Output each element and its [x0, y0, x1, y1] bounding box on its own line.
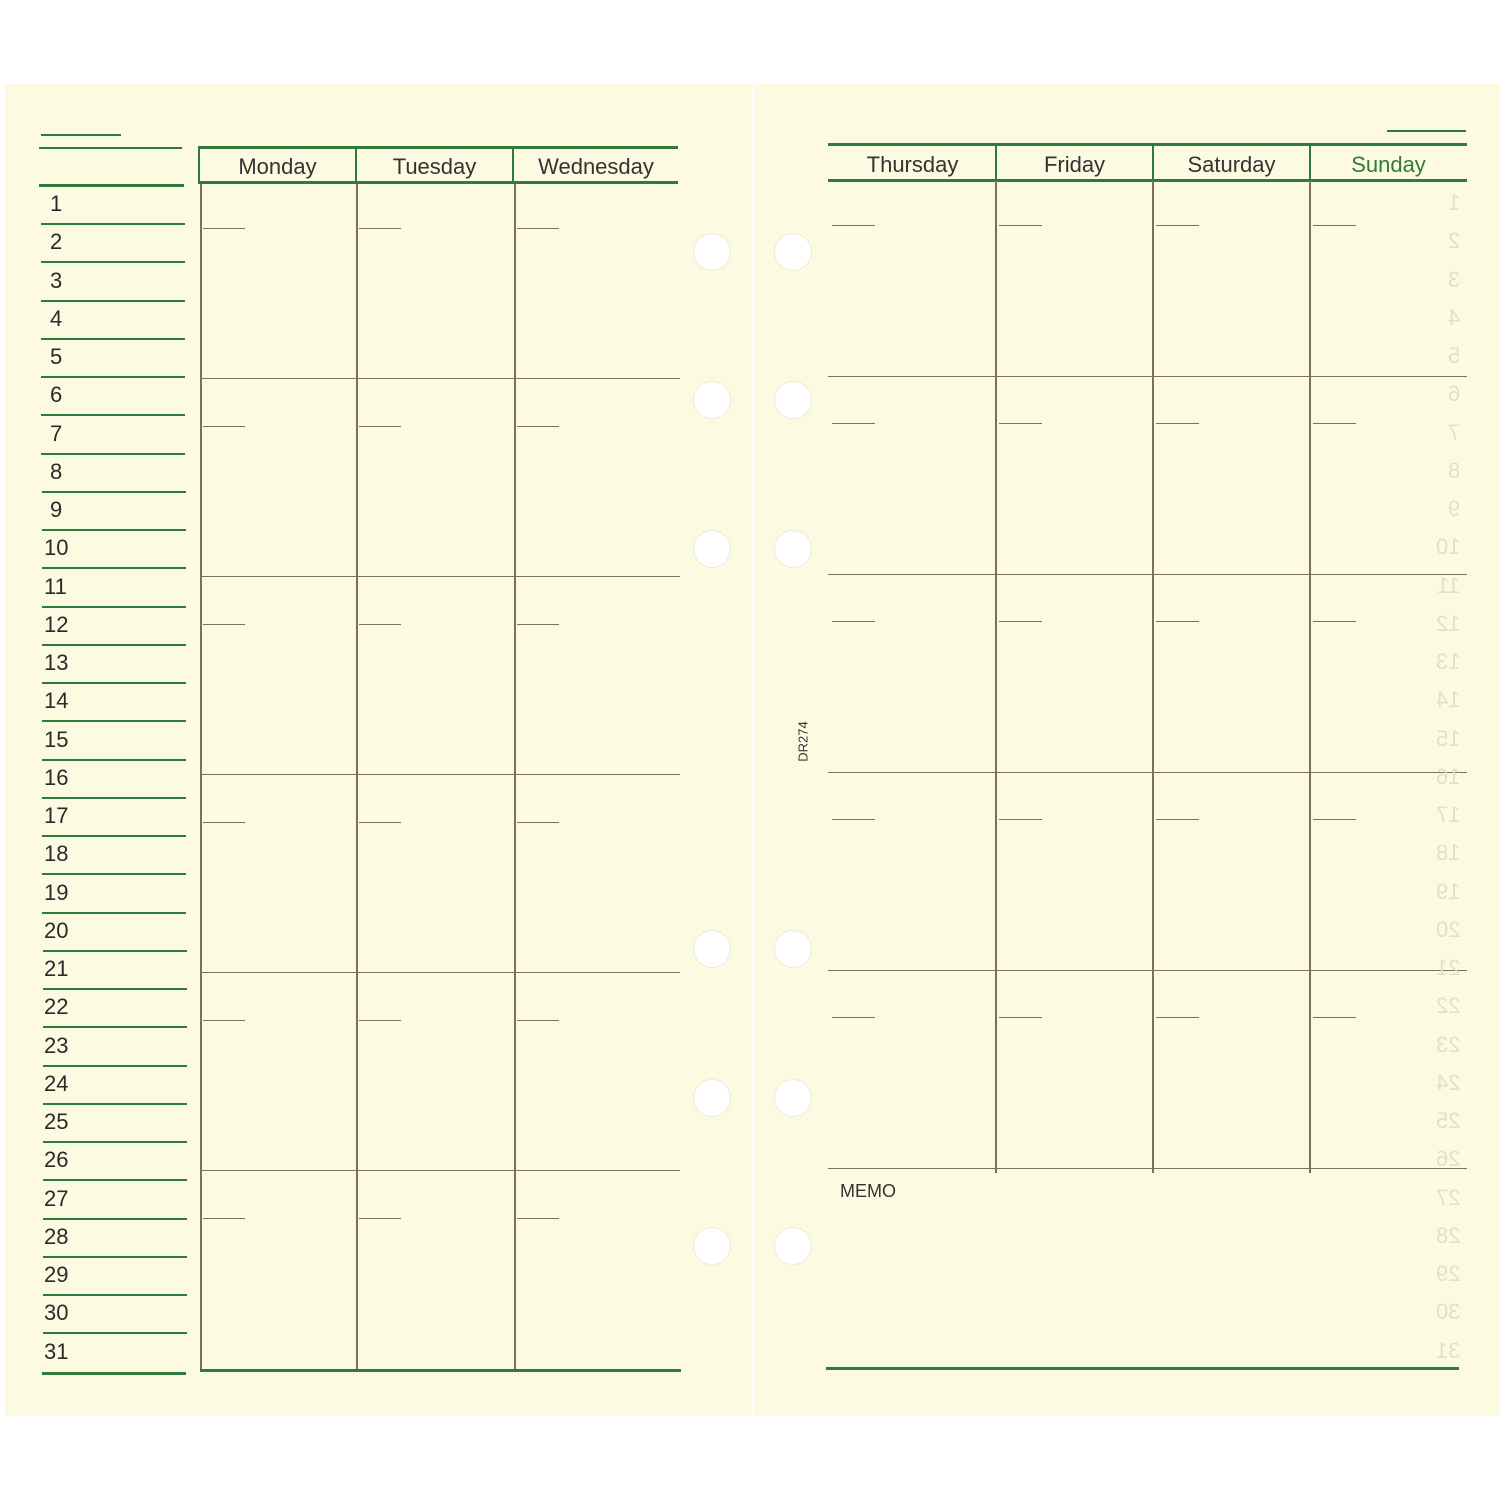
show-through-number: 1	[1447, 190, 1460, 215]
day-number-rule	[41, 414, 185, 416]
show-through-number: 3	[1447, 266, 1460, 292]
left-page	[5, 84, 752, 1416]
day-number-rule	[42, 644, 186, 646]
day-number-rule	[43, 950, 187, 952]
show-through-number: 7	[1447, 419, 1460, 445]
day-number: 30	[44, 1300, 69, 1326]
time-mark	[1156, 225, 1199, 226]
day-header-saturday: Saturday	[1187, 152, 1276, 177]
day-number: 11	[44, 573, 67, 599]
column-divider	[514, 184, 516, 1371]
binder-hole	[693, 381, 731, 419]
show-through-number: 20	[1435, 916, 1460, 942]
time-mark	[203, 228, 245, 229]
block-divider	[828, 376, 1467, 377]
binder-hole	[693, 530, 731, 568]
day-number-rule	[42, 720, 186, 722]
binder-hole	[693, 1227, 731, 1265]
show-through-number: 16	[1435, 763, 1460, 789]
block-divider	[200, 972, 680, 973]
time-mark	[359, 624, 401, 625]
time-mark	[1313, 621, 1356, 622]
block-divider	[828, 574, 1467, 575]
column-divider	[995, 181, 997, 1173]
right-day-header-bottom-rule	[828, 179, 1467, 182]
binder-hole	[693, 233, 731, 271]
time-mark	[1313, 819, 1356, 820]
day-number: 5	[50, 344, 63, 369]
show-through-number: 12	[1435, 610, 1460, 636]
time-mark	[999, 621, 1042, 622]
day-number-rule	[43, 1026, 187, 1028]
day-number: 27	[44, 1185, 69, 1211]
day-number: 26	[44, 1147, 69, 1173]
day-number-rule	[41, 376, 185, 378]
show-through-number: 10	[1435, 534, 1460, 560]
day-number: 21	[44, 956, 69, 981]
day-number-rule	[41, 338, 185, 340]
day-number: 6	[50, 382, 63, 408]
show-through-number: 22	[1435, 993, 1460, 1019]
time-mark	[1156, 819, 1199, 820]
show-through-number: 19	[1435, 878, 1460, 904]
show-through-number: 17	[1435, 802, 1460, 827]
day-number: 18	[44, 841, 69, 867]
show-through-number: 21	[1435, 955, 1460, 980]
day-number: 20	[44, 917, 69, 943]
time-mark	[203, 1218, 245, 1219]
day-header-top-rule	[198, 146, 678, 149]
block-divider	[828, 1168, 1467, 1169]
day-number-rule	[42, 759, 186, 761]
day-header-wednesday: Wednesday	[538, 154, 654, 179]
time-mark	[203, 822, 245, 823]
day-header-monday: Monday	[238, 154, 317, 179]
time-mark	[832, 225, 875, 226]
time-mark	[517, 426, 559, 427]
binder-hole	[774, 1079, 812, 1117]
show-through-number: 18	[1435, 840, 1460, 866]
binder-hole	[693, 1079, 731, 1117]
day-number: 9	[50, 497, 63, 522]
block-divider	[200, 378, 680, 379]
time-mark	[999, 819, 1042, 820]
day-number: 4	[50, 305, 63, 331]
day-number: 28	[44, 1223, 69, 1249]
show-through-number: 31	[1435, 1337, 1460, 1363]
time-mark	[359, 822, 401, 823]
day-number-rule	[43, 1332, 187, 1334]
day-number: 16	[44, 764, 69, 790]
show-through-number: 5	[1447, 343, 1460, 368]
day-number-rule	[42, 873, 186, 875]
block-divider	[828, 970, 1467, 971]
column-divider	[1152, 181, 1154, 1173]
show-through-number: 24	[1435, 1069, 1460, 1095]
day-header-thursday: Thursday	[866, 152, 959, 177]
time-mark	[203, 624, 245, 625]
number-column-bottom-rule	[42, 1372, 186, 1375]
form-code: DR274	[795, 721, 811, 762]
time-mark	[832, 621, 875, 622]
day-number: 22	[44, 994, 69, 1020]
binder-hole	[774, 1227, 812, 1265]
day-number: 24	[44, 1070, 69, 1096]
show-through-number: 25	[1435, 1108, 1460, 1133]
show-through-number: 14	[1435, 687, 1460, 713]
show-through-number: 26	[1435, 1146, 1460, 1172]
time-mark	[359, 426, 401, 427]
time-mark	[1313, 423, 1356, 424]
day-number-rule	[43, 1179, 187, 1181]
right-page	[753, 84, 1500, 1416]
top-left-rule	[41, 134, 121, 136]
day-header-sunday: Sunday	[1351, 152, 1426, 177]
day-number-rule	[42, 491, 186, 493]
time-mark	[517, 1218, 559, 1219]
day-number-rule	[41, 453, 185, 455]
binder-hole	[774, 930, 812, 968]
day-number: 3	[50, 267, 63, 293]
show-through-number: 9	[1447, 496, 1460, 521]
day-number: 31	[44, 1338, 69, 1364]
time-mark	[359, 1218, 401, 1219]
block-divider	[200, 1170, 680, 1171]
day-number-rule	[41, 261, 185, 263]
day-number-rule	[43, 988, 187, 990]
top-right-rule	[1387, 130, 1466, 132]
column-divider	[200, 184, 202, 1371]
day-header-bottom-rule	[198, 181, 678, 184]
day-number: 13	[44, 650, 69, 675]
number-column-header-rule	[39, 184, 184, 187]
day-number-rule	[42, 797, 186, 799]
day-number: 2	[50, 229, 63, 255]
time-mark	[517, 1020, 559, 1021]
time-mark	[359, 228, 401, 229]
right-bottom-rule	[826, 1367, 1459, 1370]
day-number-rule	[43, 1065, 187, 1067]
day-number: 7	[50, 420, 63, 446]
show-through-number: 28	[1435, 1222, 1460, 1248]
time-mark	[832, 1017, 875, 1018]
time-mark	[1313, 225, 1356, 226]
show-through-number: 6	[1447, 381, 1460, 407]
show-through-number: 23	[1435, 1031, 1460, 1057]
show-through-number: 15	[1435, 725, 1460, 751]
day-number-rule	[43, 1256, 187, 1258]
number-column-top-rule	[39, 147, 182, 149]
time-mark	[1313, 1017, 1356, 1018]
show-through-number: 13	[1435, 649, 1460, 674]
time-mark	[832, 423, 875, 424]
time-mark	[517, 228, 559, 229]
day-number-rule	[42, 606, 186, 608]
block-divider	[200, 576, 680, 577]
time-mark	[832, 819, 875, 820]
day-number: 12	[44, 611, 69, 637]
day-number: 29	[44, 1262, 69, 1287]
time-mark	[1156, 1017, 1199, 1018]
day-number: 23	[44, 1032, 69, 1058]
day-number-rule	[42, 912, 186, 914]
day-number: 14	[44, 688, 69, 714]
binder-hole	[774, 530, 812, 568]
day-number-rule	[43, 1218, 187, 1220]
show-through-number: 29	[1435, 1261, 1460, 1286]
day-number-rule	[42, 835, 186, 837]
show-through-number: 30	[1435, 1299, 1460, 1325]
time-mark	[517, 624, 559, 625]
time-mark	[999, 423, 1042, 424]
column-divider	[356, 184, 358, 1371]
day-header-friday: Friday	[1043, 152, 1106, 177]
time-mark	[517, 822, 559, 823]
day-header-tuesday: Tuesday	[392, 154, 477, 179]
day-number-rule	[42, 682, 186, 684]
binder-hole	[693, 930, 731, 968]
show-through-number: 4	[1447, 304, 1460, 330]
day-number-rule	[43, 1294, 187, 1296]
right-day-header-top-rule	[828, 143, 1467, 146]
time-mark	[1156, 621, 1199, 622]
day-number-rule	[42, 529, 186, 531]
memo-label: MEMO	[840, 1181, 896, 1201]
time-mark	[203, 426, 245, 427]
day-number: 10	[44, 535, 69, 561]
time-mark	[203, 1020, 245, 1021]
block-divider	[828, 772, 1467, 773]
binder-hole	[774, 381, 812, 419]
day-number-rule	[41, 300, 185, 302]
day-number-rule	[43, 1103, 187, 1105]
show-through-number: 8	[1447, 457, 1460, 483]
day-number-rule	[41, 223, 185, 225]
time-mark	[359, 1020, 401, 1021]
day-number: 17	[44, 803, 69, 828]
column-divider	[1309, 181, 1311, 1173]
time-mark	[999, 1017, 1042, 1018]
day-number: 15	[44, 726, 69, 752]
day-number: 8	[50, 458, 63, 484]
show-through-number: 27	[1435, 1184, 1460, 1210]
block-divider	[200, 774, 680, 775]
day-number: 25	[44, 1109, 69, 1134]
show-through-number: 2	[1447, 228, 1460, 254]
left-bottom-rule	[200, 1369, 681, 1372]
binder-hole	[774, 233, 812, 271]
day-number-rule	[43, 1141, 187, 1143]
time-mark	[1156, 423, 1199, 424]
day-number: 19	[44, 879, 69, 905]
day-number-rule	[42, 567, 186, 569]
time-mark	[999, 225, 1042, 226]
show-through-number: 11	[1437, 572, 1460, 598]
day-number: 1	[50, 191, 63, 216]
